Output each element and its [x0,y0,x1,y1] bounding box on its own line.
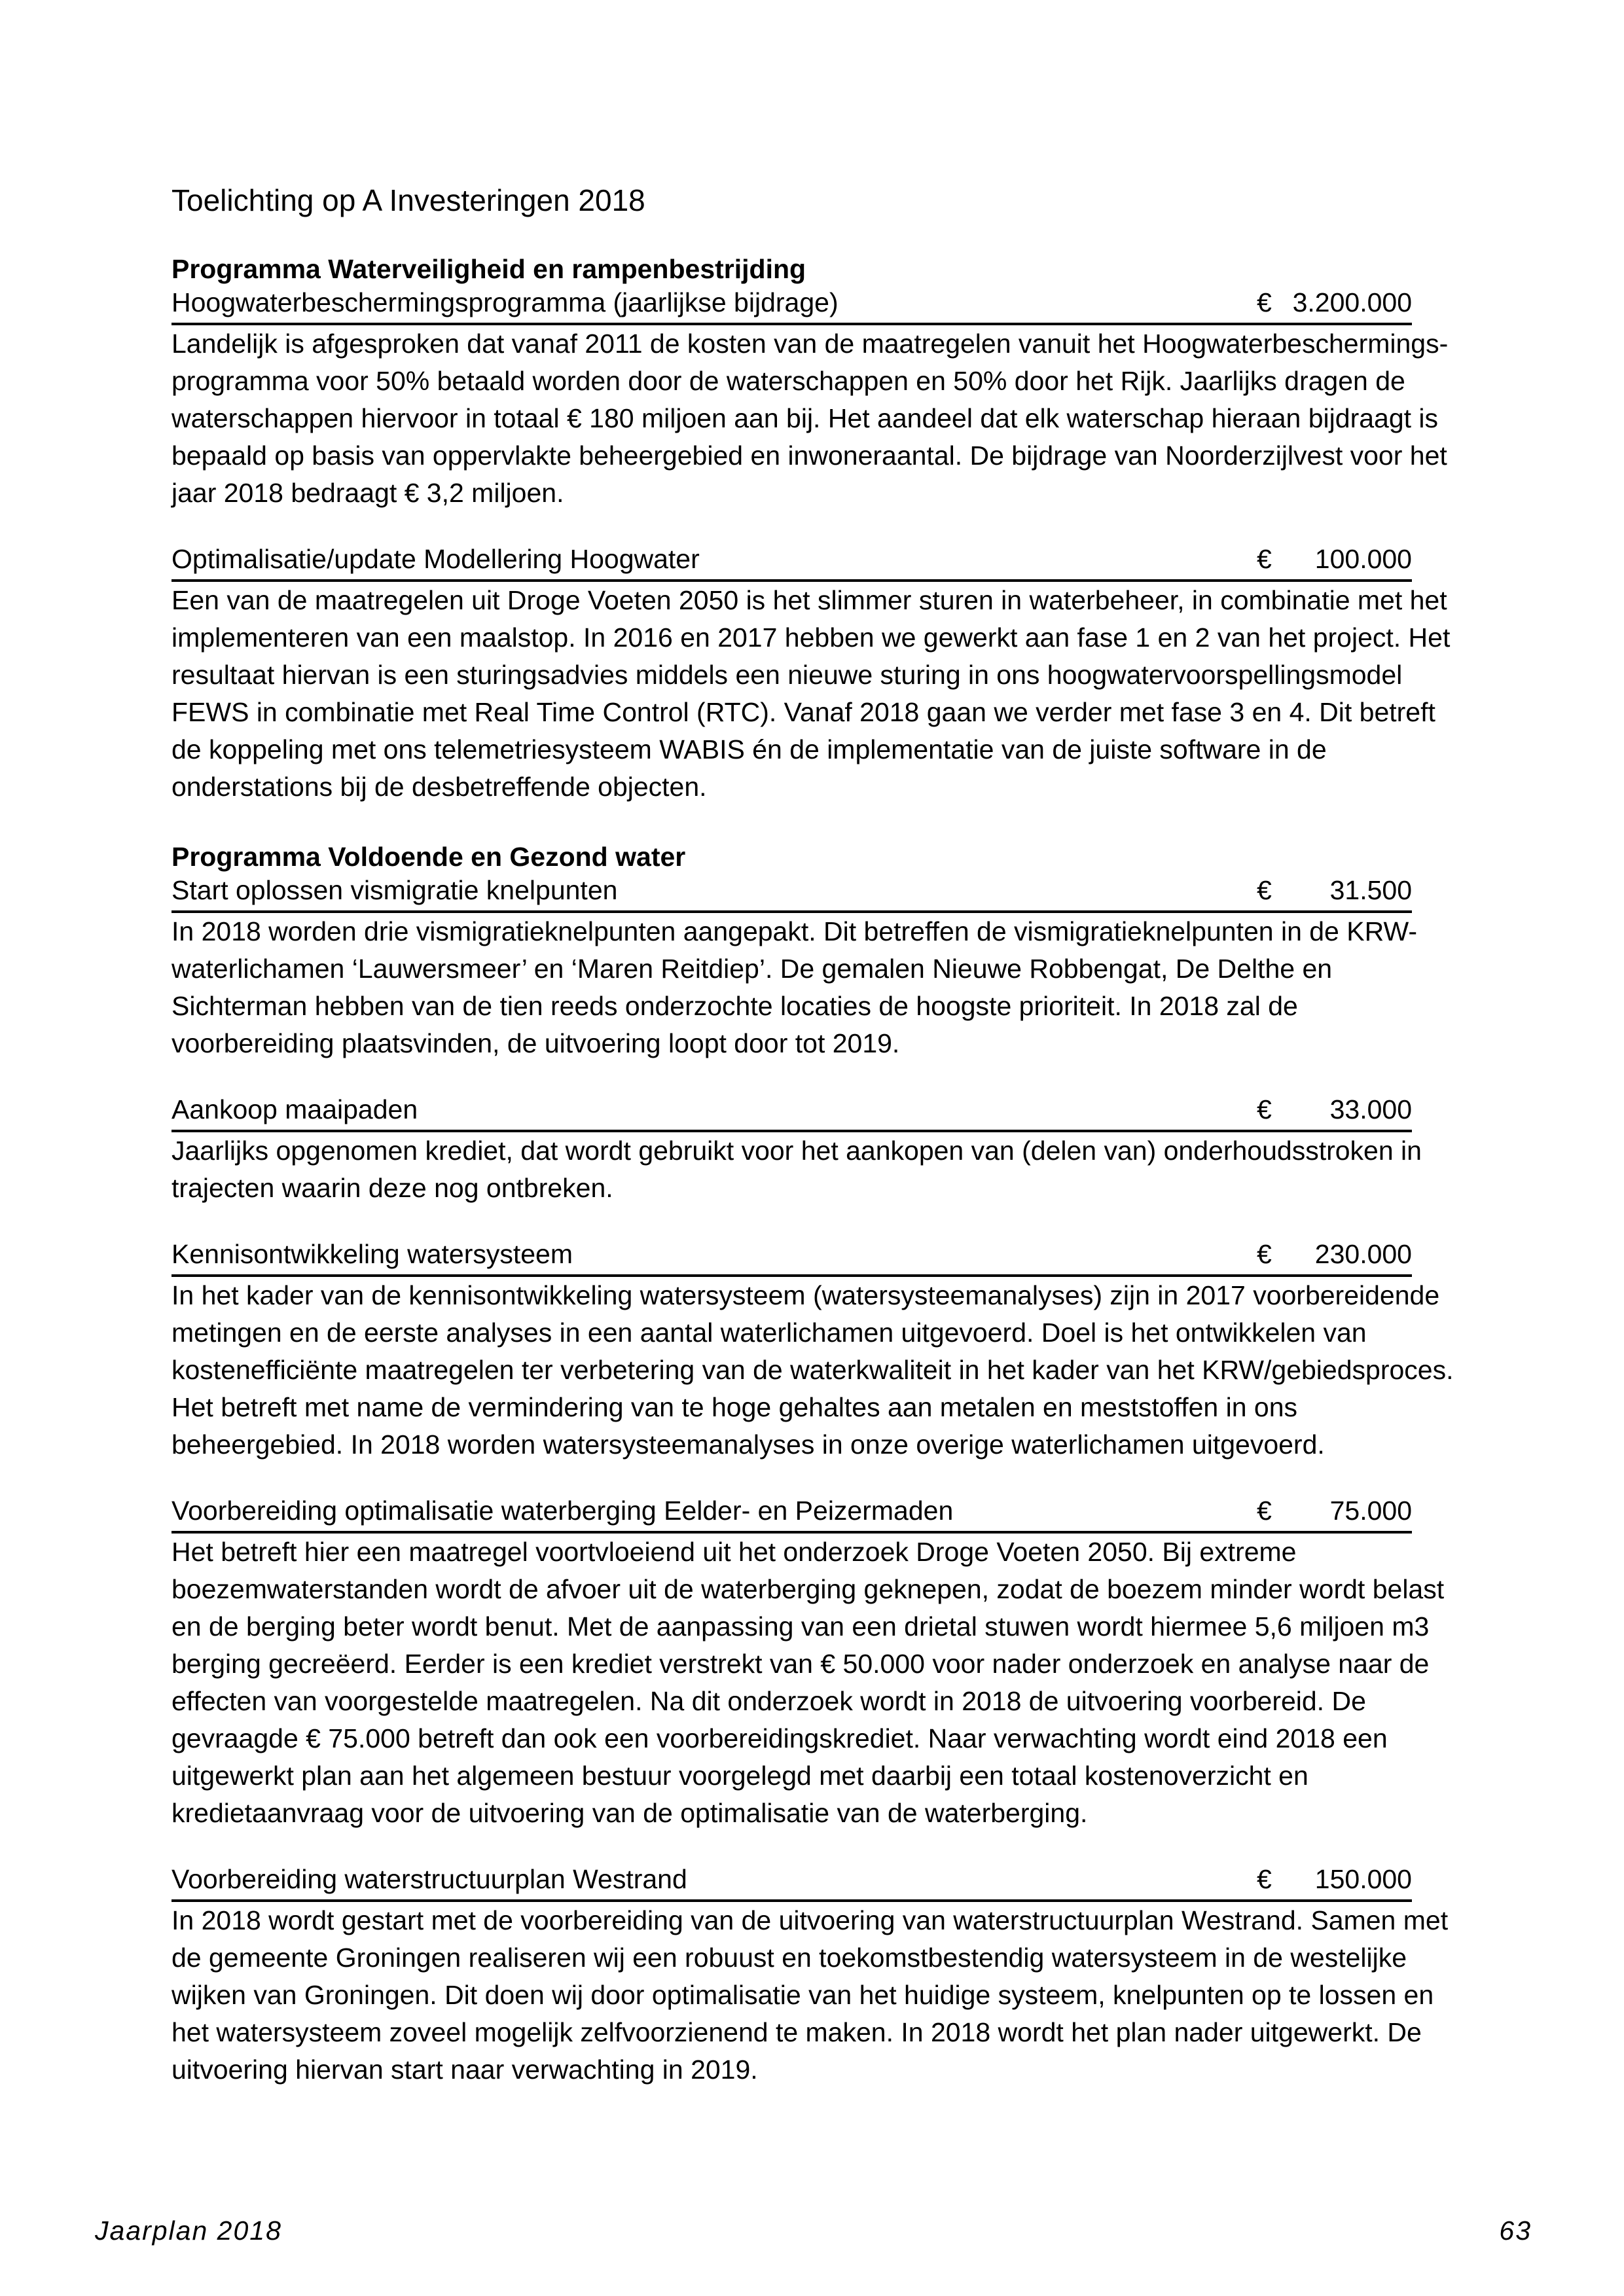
entry-title: Hoogwaterbeschermingsprogramma (jaarlijkse bijdrage) [171,287,839,317]
amount-value: 150.000 [1314,1864,1412,1894]
entry-header [171,288,1412,325]
program-heading: Programma Voldoende en Gezond water [171,842,686,872]
entry-description: Een van de maatregelen uit Droge Voeten 2050 is het slimmer sturen in waterbeheer, in combinatie met het implementeren van een maalstop. In 2016 en 2017 hebben we gewerkt aan fase 1 en 2 van het project. Het resultaat hiervan is een sturingsadvies middels een nieuwe sturing in ons hoogwatervoorspellingsmodel FEWS in combinatie met Real Time Control (RTC). Vanaf 2018 gaan we verder met fase 3 en 4. Dit betreft de koppeling met ons telemetriesysteem WABIS én de implementatie van de juiste software in de onderstations bij de desbetreffende objecten. [171,585,1451,802]
euro-sign: € [1257,1864,1272,1894]
amount-value: 33.000 [1329,1094,1412,1124]
amount-value: 230.000 [1314,1239,1412,1269]
entry-header [171,1095,1412,1132]
footer-page-number: 63 [1499,2215,1532,2246]
budget-entry [171,1095,1468,1207]
budget-entry [171,1496,1468,1832]
budget-entry [171,545,1468,806]
euro-sign: € [1257,287,1272,317]
entry-header [171,1865,1412,1902]
entry-title: Optimalisatie/update Modellering Hoogwater [171,544,700,574]
euro-sign: € [1257,875,1272,905]
program-section-voldoende-gezond-water [171,838,1468,2089]
amount-value: 31.500 [1329,875,1412,905]
page-footer [95,2214,1532,2247]
entry-amount [1257,545,1412,574]
entry-header [171,1496,1412,1534]
entry-amount [1257,1240,1412,1269]
entry-description: Landelijk is afgesproken dat vanaf 2011 de kosten van de maatregelen vanuit het Hoogwaterbeschermings-programma voor 50% betaald worden door de waterschappen en 50% door het Rijk. Jaarlijks dragen de waterschappen hiervoor in totaal € 180 miljoen aan bij. Het aandeel dat elk waterschap hieraan bijdraagt is bepaald op basis van oppervlakte beheergebied en inwoneraantal. De bijdrage van Noorderzijlvest voor het jaar 2018 bedraagt € 3,2 miljoen. [171,329,1449,508]
entry-amount [1257,876,1412,905]
entry-description: In 2018 worden drie vismigratieknelpunten aangepakt. Dit betreffen de vismigratieknelpunten in de KRW-waterlichamen ‘Lauwersmeer’ en ‘Maren Reitdiep’. De gemalen Nieuwe Robbengat, De Delthe en Sichterman hebben van de tien reeds onderzochte locaties de hoogste prioriteit. In 2018 zal de voorbereiding plaatsvinden, de uitvoering loopt door tot 2019. [171,916,1418,1058]
amount-value: 3.200.000 [1292,287,1412,317]
entry-title: Voorbereiding waterstructuurplan Westrand [171,1864,687,1894]
footer-document-name: Jaarplan 2018 [95,2215,282,2246]
entry-description: Het betreft hier een maatregel voortvloeiend uit het onderzoek Droge Voeten 2050. Bij extreme boezemwaterstanden wordt de afvoer uit de waterberging geknepen, zodat de boezem minder wordt belast en de berging beter wordt benut. Met de aanpassing van een drietal stuwen wordt hiermee 5,6 miljoen m3 berging gecreëerd. Eerder is een krediet verstrekt van € 50.000 voor nader onderzoek en analyse naar de effecten van voorgestelde maatregelen. Na dit onderzoek wordt in 2018 de uitvoering voorbereid. De gevraagde € 75.000 betreft dan ook een voorbereidingskrediet. Naar verwachting wordt eind 2018 een uitgewerkt plan aan het algemeen bestuur voorgelegd met daarbij een totaal kostenoverzicht en kredietaanvraag voor de uitvoering van de optimalisatie van de waterberging. [171,1537,1445,1828]
euro-sign: € [1257,544,1272,574]
entry-title: Start oplossen vismigratie knelpunten [171,875,618,905]
entry-header [171,545,1412,582]
page-title: Toelichting op A Investeringen 2018 [171,183,645,217]
budget-entry [171,288,1468,512]
entry-description: In 2018 wordt gestart met de voorbereiding van de uitvoering van waterstructuurplan Westrand. Samen met de gemeente Groningen realiseren wij een robuust en toekomstbestendig watersysteem in de westelijke wijken van Groningen. Dit doen wij door optimalisatie van het huidige systeem, knelpunten op te lossen en het watersysteem zoveel mogelijk zelfvoorzienend te maken. In 2018 wordt het plan nader uitgewerkt. De uitvoering hiervan start naar verwachting in 2019. [171,1905,1449,2085]
budget-entry [171,1240,1468,1463]
amount-value: 100.000 [1314,544,1412,574]
entry-title: Kennisontwikkeling watersysteem [171,1239,573,1269]
program-heading: Programma Waterveiligheid en rampenbestrijding [171,254,806,284]
entry-title: Aankoop maaipaden [171,1094,418,1124]
euro-sign: € [1257,1239,1272,1269]
euro-sign: € [1257,1094,1272,1124]
entry-description: Jaarlijks opgenomen krediet, dat wordt gebruikt voor het aankopen van (delen van) onderhoudsstroken in trajecten waarin deze nog ontbreken. [171,1136,1422,1203]
amount-value: 75.000 [1329,1496,1412,1526]
entry-amount [1257,1496,1412,1526]
program-section-waterveiligheid [171,251,1468,806]
euro-sign: € [1257,1496,1272,1526]
entry-header [171,1240,1412,1277]
entry-title: Voorbereiding optimalisatie waterberging Eelder- en Peizermaden [171,1496,954,1526]
entry-description: In het kader van de kennisontwikkeling watersysteem (watersysteemanalyses) zijn in 2017 voorbereidende metingen en de eerste analyses in een aantal waterlichamen uitgevoerd. Doel is het ontwikkelen van kostenefficiënte maatregelen ter verbetering van de waterkwaliteit in het kader van het KRW/gebiedsproces. Het betreft met name de vermindering van te hoge gehaltes aan metalen en meststoffen in ons beheergebied. In 2018 worden watersysteemanalyses in onze overige waterlichamen uitgevoerd. [171,1280,1454,1460]
entry-header [171,876,1412,913]
entry-amount [1257,1865,1412,1894]
document-page [171,182,1468,2089]
entry-amount [1257,288,1412,317]
budget-entry [171,1865,1468,2089]
entry-amount [1257,1095,1412,1124]
budget-entry [171,876,1468,1062]
